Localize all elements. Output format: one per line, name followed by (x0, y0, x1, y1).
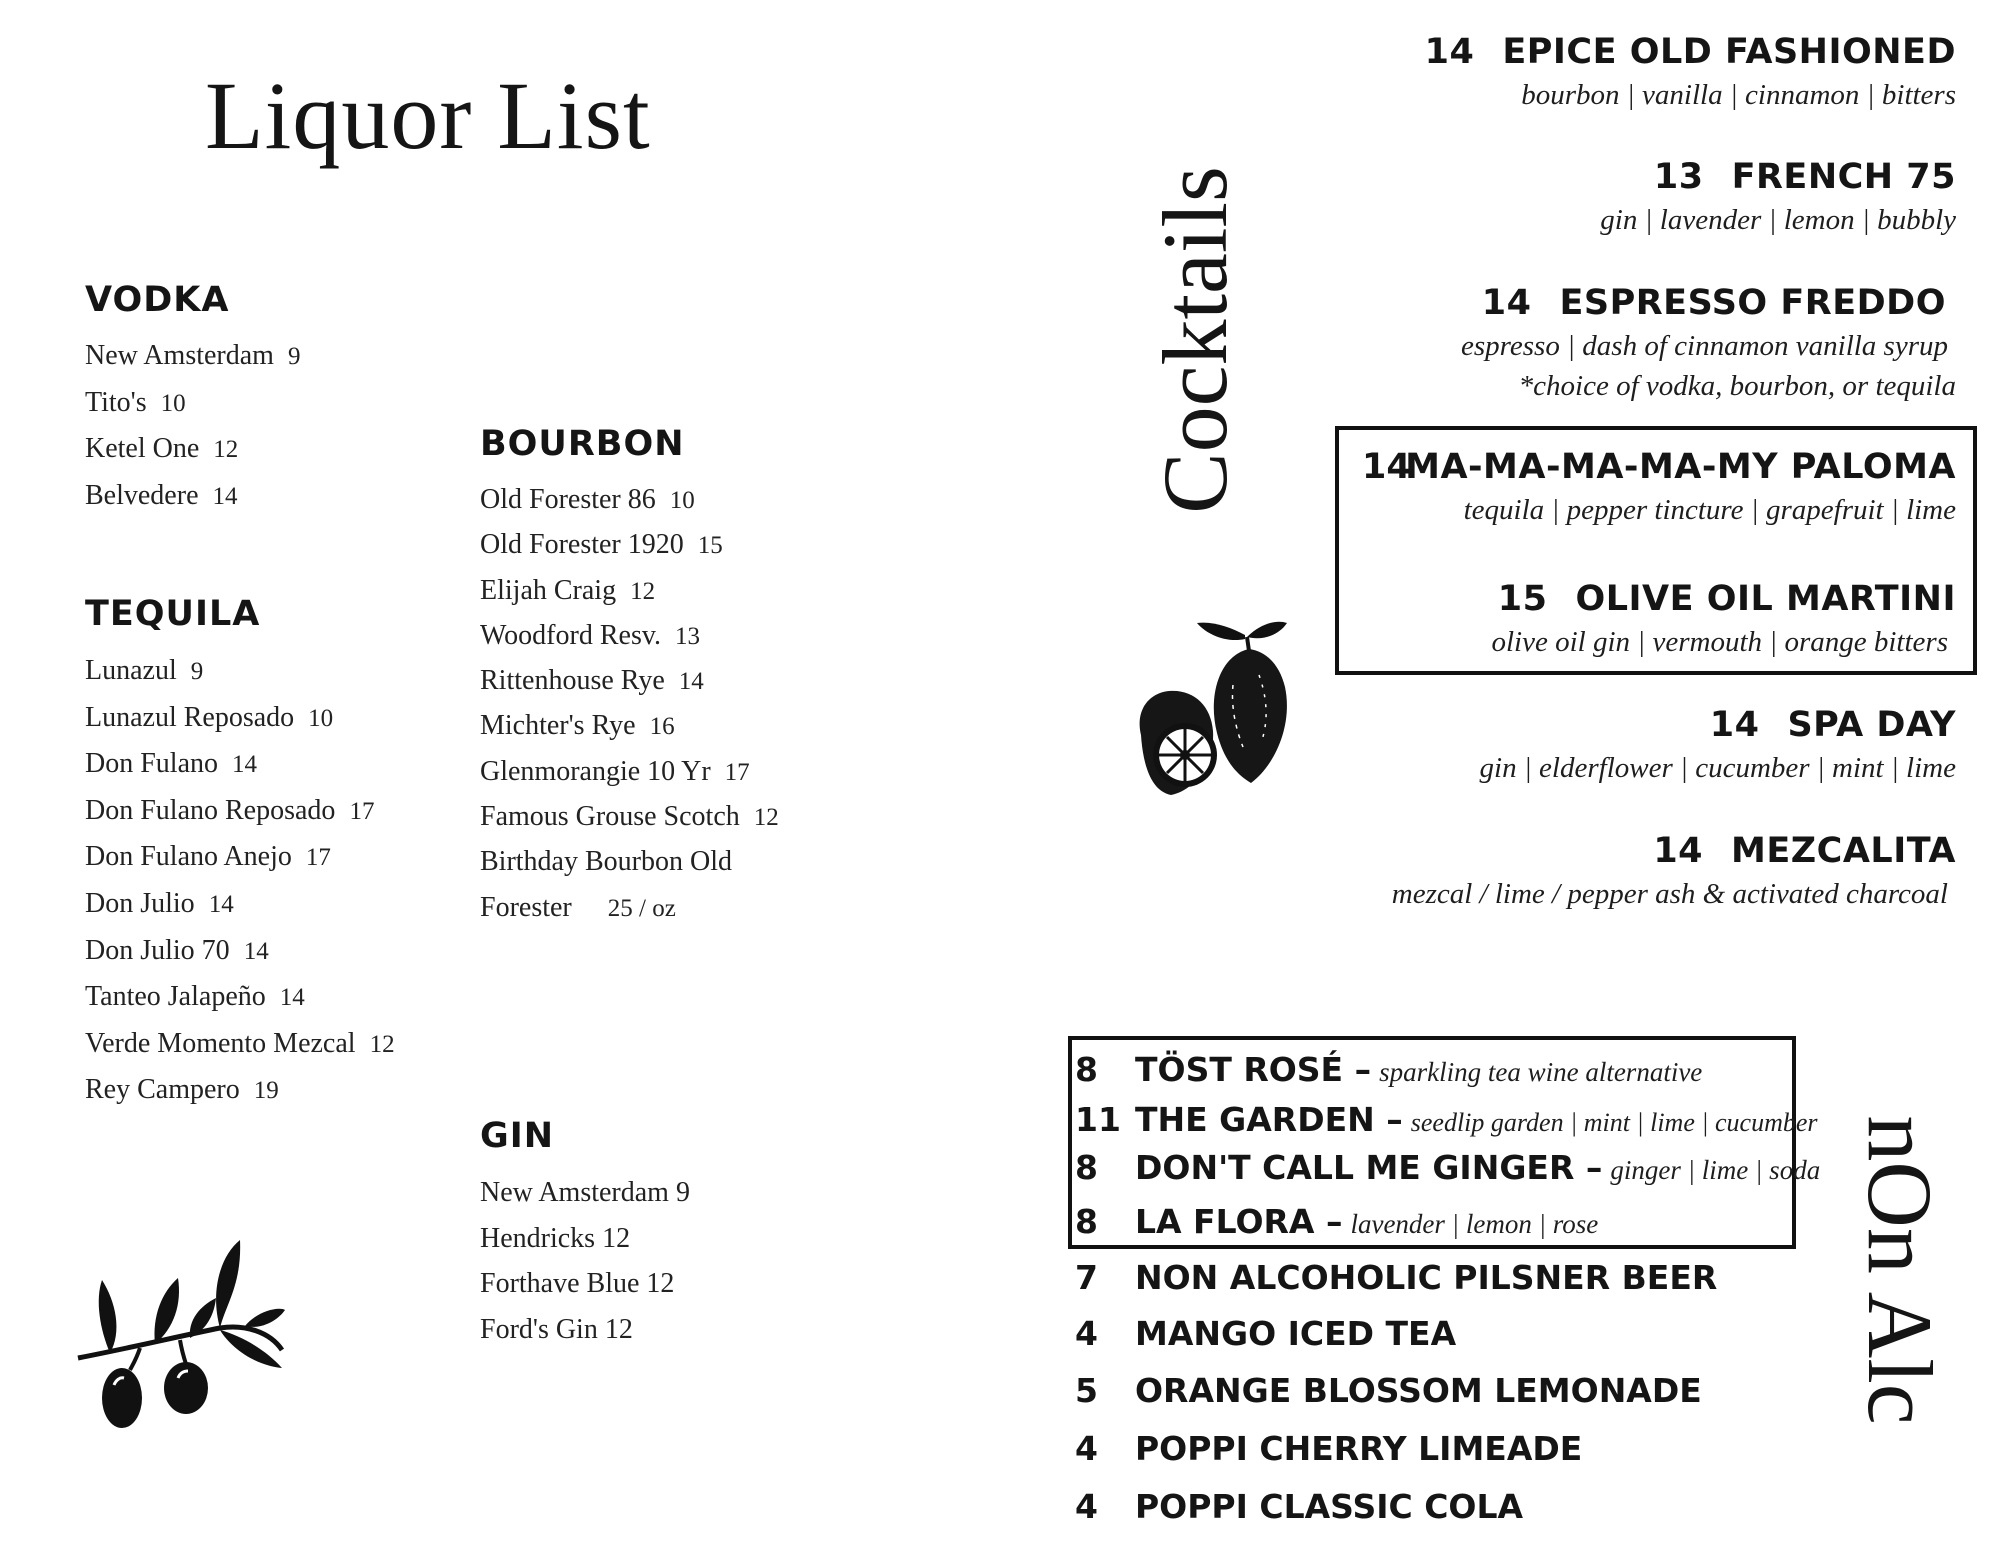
tequila-heading: TEQUILA (85, 594, 261, 634)
vodka-heading: VODKA (85, 280, 230, 320)
cocktail-item: 14 EPICE OLD FASHIONED bourbon | vanilla | cinnamon | bitters (1424, 32, 1956, 111)
cocktail-item: 14 ESPRESSO FREDDO espresso | dash of cinnamon vanilla syrup *choice of vodka, bourbon, or tequila (1461, 283, 1956, 402)
non-alc-item: 8 TÖST ROSÉ – sparkling tea wine alternative (1075, 1050, 1703, 1089)
non-alc-item: 5 ORANGE BLOSSOM LEMONADE (1075, 1371, 1702, 1410)
cocktail-item: MA-MA-MA-MA-MY PALOMA tequila | pepper tincture | grapefruit | lime (1405, 447, 1956, 526)
non-alc-item: 4 POPPI CHERRY LIMEADE (1075, 1429, 1583, 1468)
list-item: Verde Momento Mezcal 12 (85, 1027, 395, 1059)
gin-list (480, 1170, 690, 1352)
non-alc-item: 4 POPPI CLASSIC COLA (1075, 1487, 1524, 1526)
bourbon-heading: BOURBON (480, 424, 685, 464)
non-alc-item: 8 DON'T CALL ME GINGER – ginger | lime | soda (1075, 1148, 1821, 1187)
list-item: Famous Grouse Scotch 12 (480, 801, 779, 833)
paloma-price: 14 (1362, 447, 1411, 487)
list-item: Don Fulano 14 (85, 748, 257, 780)
list-item: Lunazul 9 (85, 655, 204, 686)
cocktails-title: Cocktails (1144, 166, 1246, 514)
olive-branch-icon (70, 1240, 290, 1430)
list-item: Don Fulano Reposado 17 (85, 794, 375, 826)
list-item: Rey Campero 19 (85, 1074, 279, 1106)
list-item: Don Julio 14 (85, 887, 234, 919)
list-item: Old Forester 1920 15 (480, 529, 723, 561)
list-item: Tito's 10 (85, 386, 186, 418)
list-item: New Amsterdam 9 (85, 340, 301, 371)
list-item: Glenmorangie 10 Yr 17 (480, 755, 750, 787)
list-item: New Amsterdam 9 (480, 1177, 690, 1208)
list-item: Rittenhouse Rye 14 (480, 665, 704, 697)
list-item: Michter's Rye 16 (480, 710, 675, 742)
list-item: Lunazul Reposado 10 (85, 701, 334, 733)
list-item: Forester 25 / oz (480, 891, 676, 923)
non-alc-item: 8 LA FLORA – lavender | lemon | rose (1075, 1202, 1599, 1241)
gin-heading: GIN (480, 1116, 555, 1156)
list-item: Belvedere 14 (85, 479, 238, 511)
non-alc-title: nOn Alc (1849, 1115, 1951, 1425)
bourbon-list (480, 478, 779, 931)
non-alc-item: 11 THE GARDEN – seedlip garden | mint | lime | cucumber (1075, 1100, 1818, 1139)
vodka-list (85, 333, 300, 519)
list-item: Old Forester 86 10 (480, 484, 695, 515)
list-item: Hendricks 12 (480, 1222, 631, 1254)
cocktail-item: 14 SPA DAY gin | elderflower | cucumber | mint | lime (1479, 705, 1956, 784)
list-item: Ketel One 12 (85, 433, 239, 465)
cocktail-item: 15 OLIVE OIL MARTINI olive oil gin | vermouth | orange bitters (1491, 579, 1956, 658)
list-item: Birthday Bourbon Old (480, 846, 732, 878)
non-alc-item: 4 MANGO ICED TEA (1075, 1314, 1457, 1353)
list-item: Woodford Resv. 13 (480, 619, 701, 651)
cocktails-title-wrapper (1135, 165, 1255, 515)
list-item: Ford's Gin 12 (480, 1313, 633, 1345)
list-item: Don Julio 70 14 (85, 934, 269, 966)
non-alc-item: 7 NON ALCOHOLIC PILSNER BEER (1075, 1258, 1718, 1297)
list-item: Don Fulano Anejo 17 (85, 841, 331, 873)
lemons-icon (1135, 615, 1335, 815)
cocktail-item: 14 MEZCALITA mezcal / lime / pepper ash & activated charcoal (1391, 831, 1956, 910)
list-item: Tanteo Jalapeño 14 (85, 981, 305, 1013)
cocktail-item: 13 FRENCH 75 gin | lavender | lemon | bubbly (1600, 157, 1956, 236)
non-alc-title-wrapper (1845, 1100, 1955, 1440)
list-item: Forthave Blue 12 (480, 1268, 675, 1300)
tequila-list (85, 648, 395, 1114)
list-item: Elijah Craig 12 (480, 574, 656, 606)
page-title: Liquor List (205, 62, 651, 169)
